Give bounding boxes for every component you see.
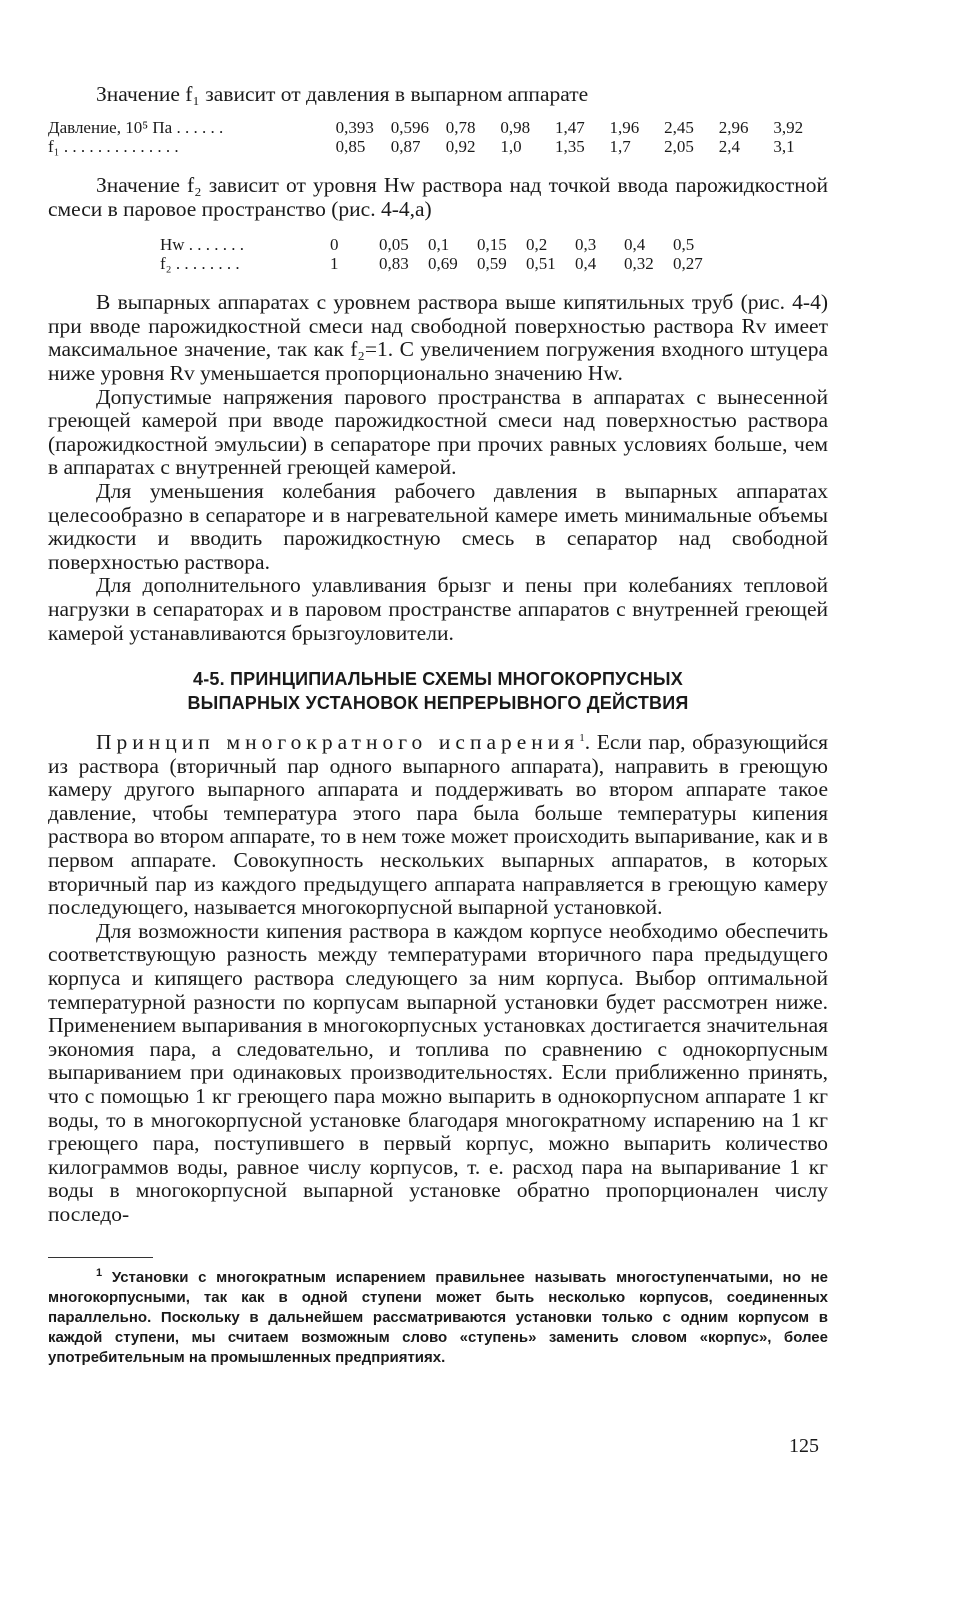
row-label: Давление, 10⁵ Па . . . . . . — [48, 118, 224, 137]
cell: 0,05 — [379, 235, 409, 255]
cell: 0,3 — [575, 235, 597, 255]
row-label: f₁ . . . . . . . . . . . . . . — [48, 137, 179, 156]
cell: 3,1 — [773, 137, 795, 156]
footnote-divider — [48, 1257, 153, 1258]
cell: 2,45 — [664, 118, 694, 137]
footnote — [48, 1268, 828, 1368]
cell: 0,98 — [500, 118, 531, 137]
paragraph-5 — [48, 731, 828, 920]
cell: 1,47 — [554, 118, 585, 137]
paragraph-lead: Принцип многократного испарения — [96, 730, 580, 755]
paragraph-4: Для дополнительного улавливания брызг и пены при колебаниях тепловой нагрузки в сепараторах и в паровом пространстве аппаратов с внутренней греющей камерой устанавливаются брызгоуловители. — [48, 573, 828, 645]
cell: 0,1 — [428, 235, 450, 255]
cell: 0,15 — [477, 235, 507, 255]
row-label: Hw . . . . . . . — [160, 235, 245, 255]
f2-intro-text: Значение f₂ зависит от уровня Hw раствора над точкой ввода парожидкостной смеси в паровое пространство (рис. 4-4,a) — [48, 173, 828, 221]
pressure-f1-table — [48, 118, 828, 156]
table-row — [160, 235, 722, 254]
cell: 0,393 — [335, 118, 374, 137]
cell: 2,96 — [718, 118, 749, 137]
f1-intro-text: Значение f₁ зависит от давления в выпарном аппарате — [96, 82, 589, 106]
cell: 0,69 — [428, 254, 458, 274]
cell: 0 — [330, 235, 339, 255]
cell: 0,59 — [477, 254, 507, 274]
page-number: 125 — [789, 1435, 819, 1457]
cell: 0,85 — [335, 137, 366, 156]
cell: 0,4 — [624, 235, 646, 255]
cell: 1,0 — [500, 137, 522, 156]
footnote-mark: 1 — [96, 1266, 103, 1279]
footnote-text: Установки с многократным испарением правильнее называть многоступенчатыми, но не многокорпусными, так как в одной ступени может быть несколько корпусов, соединенных параллельно. Поскольку в дальнейшем рассматриваются установки только с одним корпусом в каждой ступени, мы считаем возможным слово «ступень» заменить словом «корпус», более употребительным на промышленных предприятиях. — [48, 1268, 828, 1366]
paragraph-5-body: . Если пар, образующийся из раствора (вторичный пар одного выпарного аппарата), направить в греющую камеру другого выпарного аппарата и поддерживать во втором аппарате такое давление, чтобы температура этого пара была больше температуры кипения раствора во втором аппарате, то в нем тоже может происходить выпаривание, как и в первом аппарате. Совокупность нескольких выпарных аппаратов, в которых вторичный пар из каждого предыдущего аппарата направляется в греющую камеру последующего, называется многокорпусной выпарной установкой. — [48, 730, 829, 920]
cell: 3,92 — [773, 118, 804, 137]
page-content — [48, 82, 828, 1368]
table-row — [48, 137, 828, 156]
cell: 0,78 — [445, 118, 476, 137]
cell: 0,92 — [445, 137, 476, 156]
cell: 0,87 — [390, 137, 421, 156]
cell: 0,596 — [390, 118, 429, 137]
hw-f2-table — [160, 235, 722, 273]
paragraph-2: Допустимые напряжения парового пространства в аппаратах с вынесенной греющей камерой при вводе парожидкостной смеси над поверхностью раствора (парожидкостной эмульсии) в сепараторе при прочих равных условиях больше, чем в аппаратах с внутренней греющей камерой. — [48, 384, 828, 480]
footnote-ref: 1 — [579, 731, 585, 744]
cell: 1,96 — [609, 118, 640, 137]
cell: 0,4 — [575, 254, 597, 274]
heading-line-1: 4-5. ПРИНЦИПИАЛЬНЫЕ СХЕМЫ МНОГОКОРПУСНЫХ — [193, 669, 683, 690]
paragraph-3: Для уменьшения колебания рабочего давления в выпарных аппаратах целесообразно в сепараторе и в нагревательной камере иметь минимальные объемы жидкости и вводить парожидкостную смесь в сепаратор над свободной поверхностью раствора. — [48, 478, 828, 574]
cell: 0,2 — [526, 235, 548, 255]
row-label: f₂ . . . . . . . . — [160, 254, 240, 274]
paragraph-6: Для возможности кипения раствора в каждом корпусе необходимо обеспечить соответствующую разность между температурами вторичного пара предыдущего корпуса и кипящего раствора следующего за ним корпуса. Выбор оптимальной температурной разности по корпусам выпарной установки будет рассмотрен ниже. Применением выпаривания в многокорпусных установках достигается значительная экономия пара, а следовательно, и топлива по сравнению с однокорпусным выпариванием при одинаковых производительностях. Если приближенно принять, что с помощью 1 кг греющего пара можно выпарить в однокорпусном аппарате 1 кг воды, то в многокорпусной установке благодаря многократному испарению на 1 кг греющего пара, поступившего в первый корпус, можно выпарить количество килограммов воды, равное числу корпусов, т. е. расход пара на выпаривание 1 кг воды в многокорпусной выпарной установке обратно пропорционален числу последо- — [48, 918, 828, 1226]
table-row — [160, 254, 722, 273]
table-row — [48, 118, 828, 137]
cell: 2,05 — [664, 137, 694, 156]
cell: 0,32 — [624, 254, 654, 274]
cell: 0,27 — [673, 254, 703, 274]
section-heading — [48, 667, 828, 715]
cell: 2,4 — [718, 137, 740, 156]
cell: 1,35 — [554, 137, 585, 156]
cell: 1,7 — [609, 137, 631, 156]
cell: 1 — [330, 254, 339, 274]
cell: 0,83 — [379, 254, 409, 274]
heading-line-2: ВЫПАРНЫХ УСТАНОВОК НЕПРЕРЫВНОГО ДЕЙСТВИЯ — [187, 693, 689, 714]
paragraph-1: В выпарных аппаратах с уровнем раствора выше кипятильных труб (рис. 4-4) при вводе парожидкостной смеси над свободной поверхностью раствора Rv имеет максимальное значение, так как f₂=1. С увеличением погружения входного штуцера ниже уровня Rv уменьшается пропорционально значению Hw. — [48, 290, 828, 385]
cell: 0,5 — [673, 235, 695, 255]
cell: 0,51 — [526, 254, 556, 274]
